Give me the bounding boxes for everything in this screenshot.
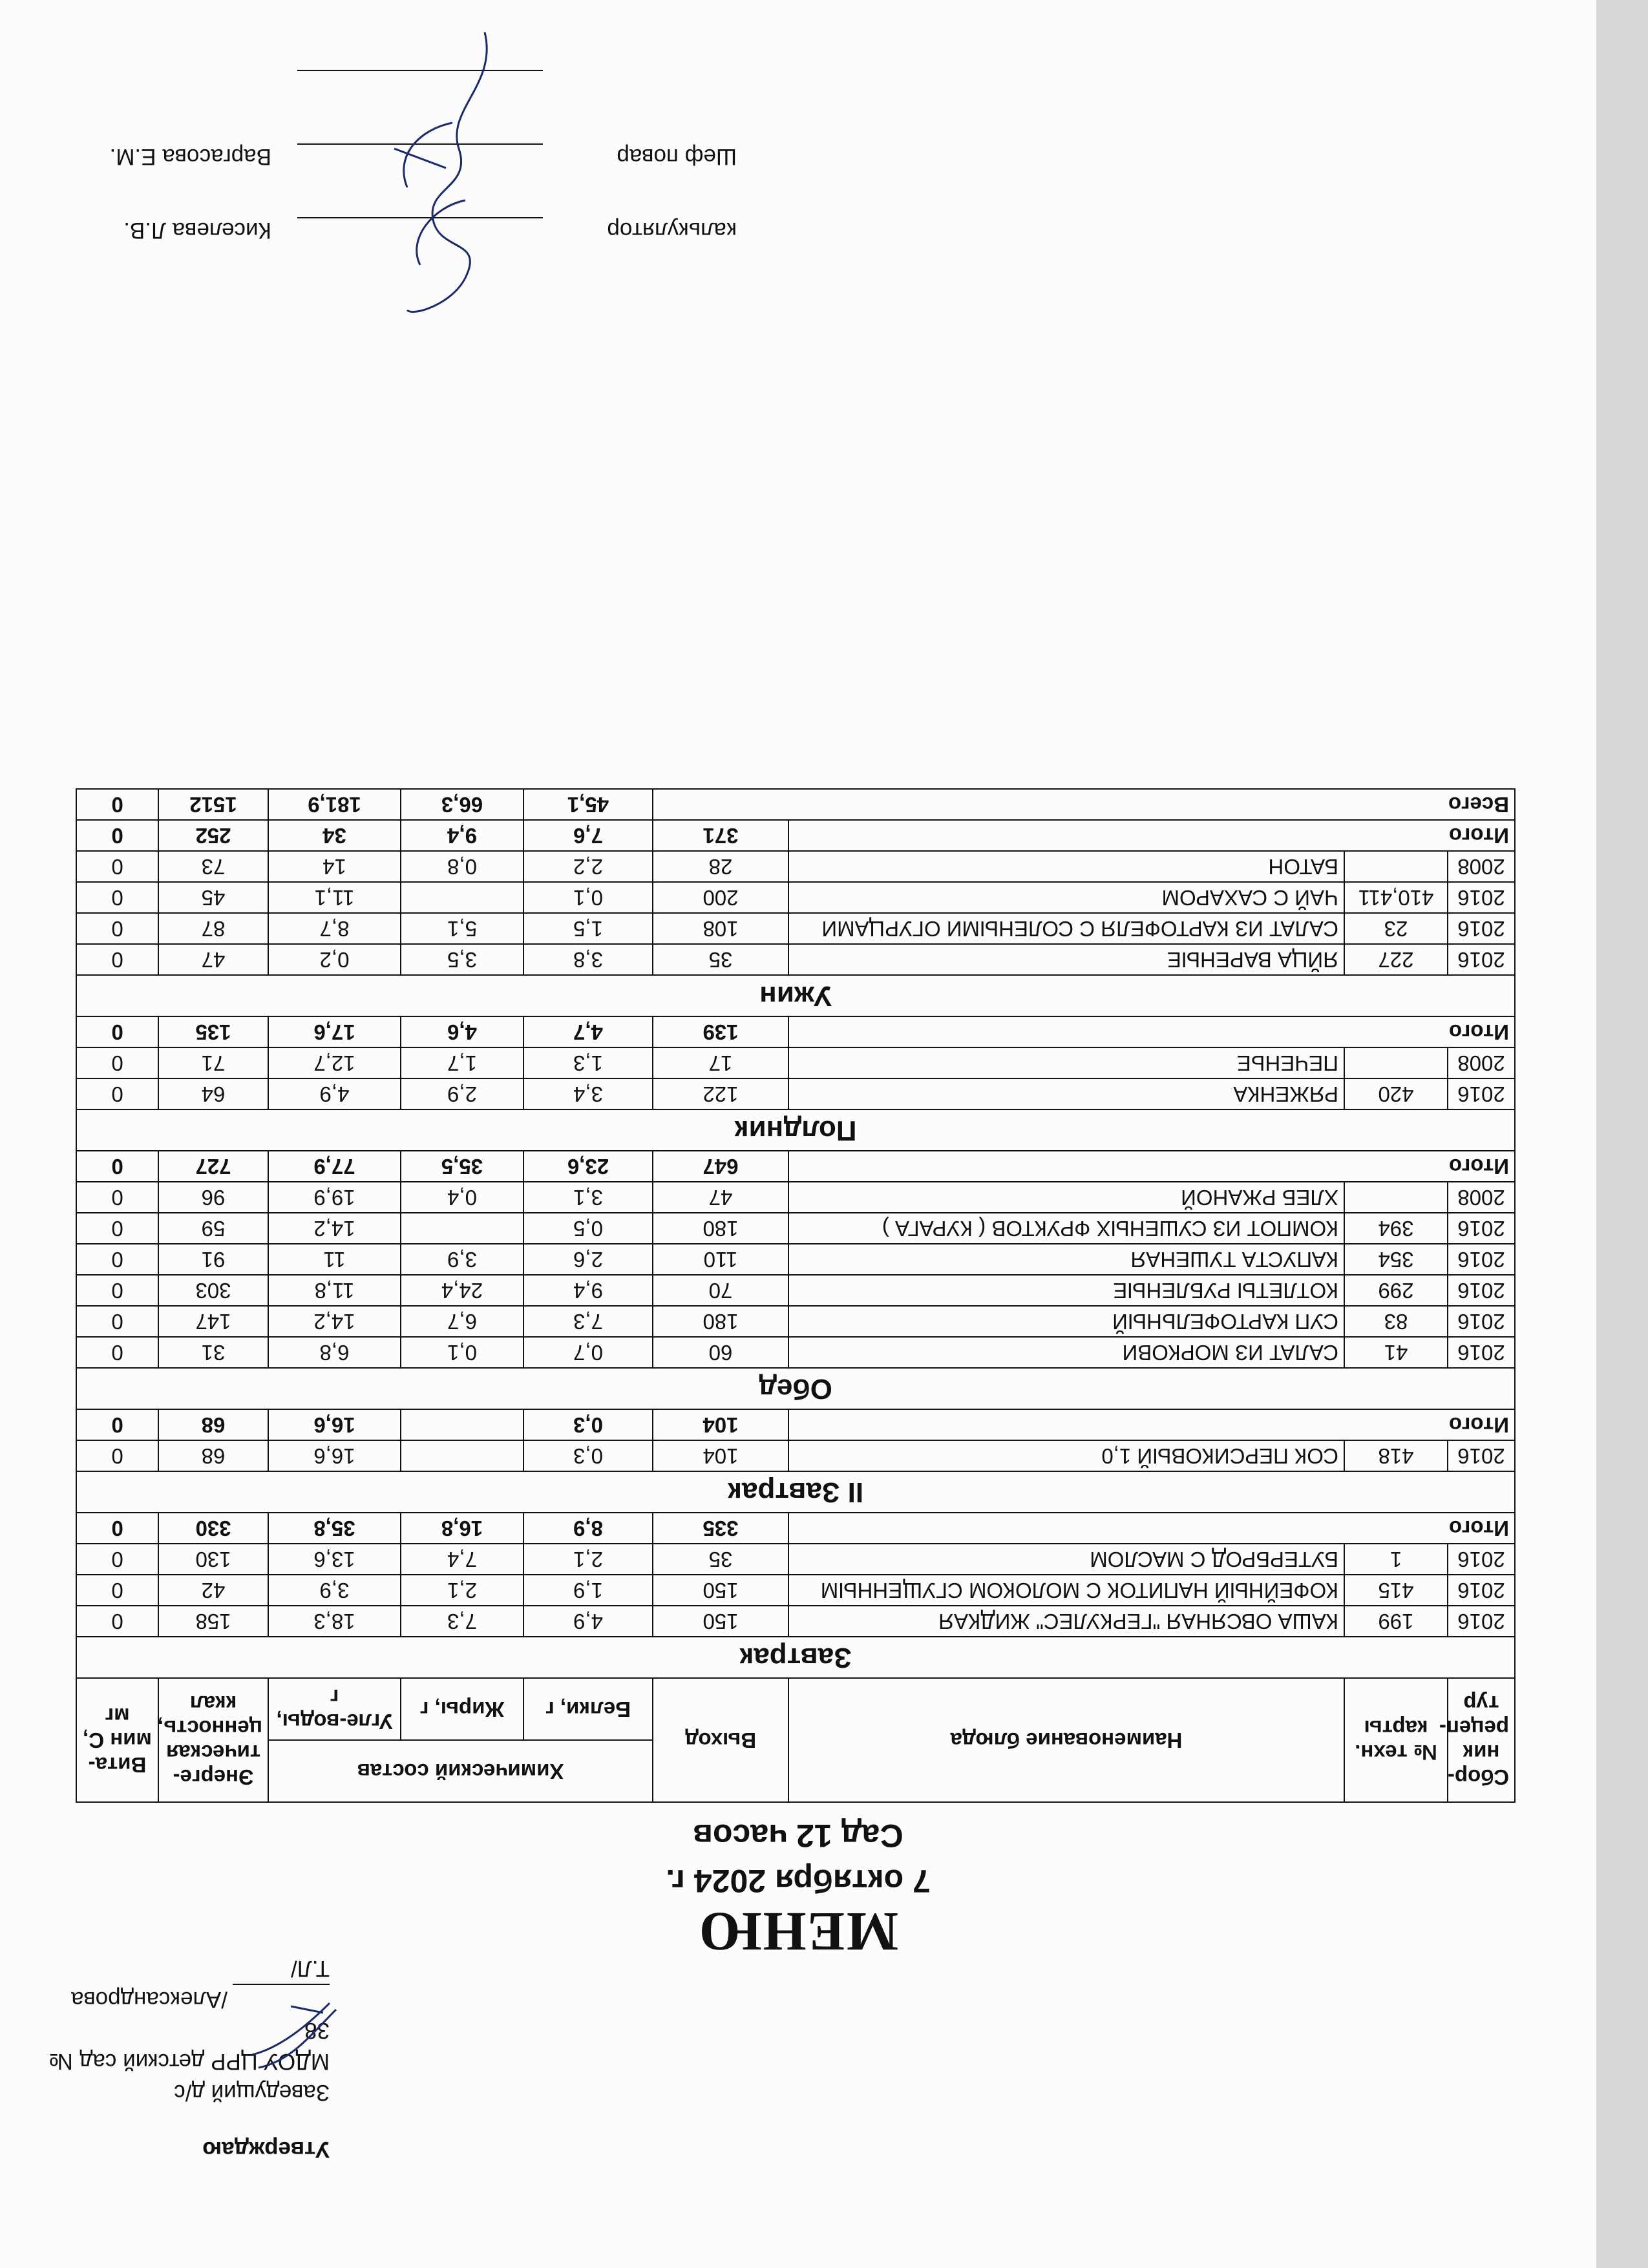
cell-proteins: 3,8 [523,944,653,975]
total-fats: 9,4 [401,820,523,851]
cell-output: 17 [653,1047,788,1078]
cell-energy: 130 [158,1544,268,1575]
section-title: Обед [76,1368,1515,1409]
cell-fats: 3,9 [401,1244,523,1275]
cell-energy: 303 [158,1275,268,1306]
cell-card: 410,411 [1344,882,1448,913]
total-output: 647 [653,1151,788,1182]
cell-card: 394 [1344,1213,1448,1244]
cell-vitamin: 0 [76,1337,158,1368]
cell-carbs: 18,3 [268,1606,401,1637]
cell-output: 150 [653,1575,788,1606]
cell-output: 180 [653,1213,788,1244]
table-row [76,1306,1515,1337]
cell-carbs: 0,2 [268,944,401,975]
total-energy: 135 [158,1016,268,1047]
approval-title: Утверждаю [202,2137,330,2162]
cell-proteins: 0,5 [523,1213,653,1244]
approval-signature-line [233,1984,330,1985]
cell-carbs: 3,9 [268,1575,401,1606]
cell-energy: 47 [158,944,268,975]
cell-fats: 7,4 [401,1544,523,1575]
cell-collection: 2016 [1448,1606,1515,1637]
cell-energy: 45 [158,882,268,913]
total-proteins: 0,3 [523,1409,653,1440]
total-vitamin: 0 [76,1513,158,1544]
signature-name: Киселева Л.В. [123,218,271,243]
cell-card: 420 [1344,1078,1448,1109]
cell-proteins: 2,1 [523,1544,653,1575]
cell-collection: 2016 [1448,1213,1515,1244]
cell-collection: 2008 [1448,1182,1515,1213]
cell-carbs: 4,9 [268,1078,401,1109]
table-row [76,1337,1515,1368]
cell-carbs: 6,8 [268,1337,401,1368]
section-row [76,1368,1515,1409]
section-row [76,1637,1515,1678]
section-title: Полдник [76,1109,1515,1151]
table-row [76,913,1515,944]
total-row [76,1016,1515,1047]
table-header [76,1678,1515,1802]
total-label: Итого [788,820,1515,851]
grand-total-proteins: 45,1 [523,789,653,820]
cell-collection: 2016 [1448,1275,1515,1306]
total-proteins: 8,9 [523,1513,653,1544]
cell-proteins: 0,3 [523,1440,653,1471]
approval-position: Заведущий д/с [174,2080,330,2105]
total-proteins: 4,7 [523,1016,653,1047]
table-row [76,882,1515,913]
total-label: Итого [788,1151,1515,1182]
total-carbs: 16,6 [268,1409,401,1440]
total-label: Итого [788,1016,1515,1047]
cell-output: 70 [653,1275,788,1306]
total-proteins: 23,6 [523,1151,653,1182]
cell-card: 227 [1344,944,1448,975]
cell-carbs: 11,8 [268,1275,401,1306]
cell-dish-name: ПЕЧЕНЬЕ [788,1047,1344,1078]
cell-proteins: 7,3 [523,1306,653,1337]
cell-dish-name: КАПУСТА ТУШЕНАЯ [788,1244,1344,1275]
table-row [76,1440,1515,1471]
cell-output: 108 [653,913,788,944]
cell-dish-name: САЛАТ ИЗ МОРКОВИ [788,1337,1344,1368]
cell-proteins: 0,7 [523,1337,653,1368]
col-chemical: Химический состав [268,1740,653,1802]
cell-vitamin: 0 [76,1440,158,1471]
total-fats: 4,6 [401,1016,523,1047]
total-energy: 330 [158,1513,268,1544]
cell-energy: 73 [158,851,268,882]
cell-fats: 1,7 [401,1047,523,1078]
col-vitamin: Вита-мин С, мг [76,1678,158,1802]
total-vitamin: 0 [76,1151,158,1182]
cell-card: 41 [1344,1337,1448,1368]
col-energy: Энерге-тическая ценность, ккал [158,1678,268,1802]
table-row [76,1275,1515,1306]
cell-fats: 24,4 [401,1275,523,1306]
cell-energy: 64 [158,1078,268,1109]
cell-energy: 147 [158,1306,268,1337]
grand-total-fats: 66,3 [401,789,523,820]
cell-energy: 158 [158,1606,268,1637]
cell-fats: 2,9 [401,1078,523,1109]
cell-output: 35 [653,1544,788,1575]
cell-fats: 2,1 [401,1575,523,1606]
cell-output: 110 [653,1244,788,1275]
cell-collection: 2016 [1448,1440,1515,1471]
cell-card: 415 [1344,1575,1448,1606]
cell-dish-name: ЧАЙ С САХАРОМ [788,882,1344,913]
handwritten-signature [355,19,523,317]
cell-dish-name: КАША ОВСЯНАЯ "ГЕРКУЛЕС" ЖИДКАЯ [788,1606,1344,1637]
table-row [76,1544,1515,1575]
total-fats [401,1409,523,1440]
cell-vitamin: 0 [76,1213,158,1244]
cell-fats: 0,8 [401,851,523,882]
table-row [76,1606,1515,1637]
table-row [76,944,1515,975]
cell-output: 150 [653,1606,788,1637]
cell-vitamin: 0 [76,1244,158,1275]
section-title: Ужин [76,975,1515,1016]
signature-name: Варгасова Е.М. [109,144,271,169]
cell-output: 180 [653,1306,788,1337]
cell-card [1344,851,1448,882]
cell-fats [401,882,523,913]
total-output: 371 [653,820,788,851]
table-body [76,789,1515,1678]
section-title: II Завтрак [76,1471,1515,1513]
col-name: Наименование блюда [788,1678,1344,1802]
cell-collection: 2016 [1448,1544,1515,1575]
grand-total-vitamin: 0 [76,789,158,820]
approval-block [32,1953,330,2165]
total-vitamin: 0 [76,1409,158,1440]
total-carbs: 17,6 [268,1016,401,1047]
cell-dish-name: РЯЖЕНКА [788,1078,1344,1109]
total-output: 335 [653,1513,788,1544]
total-vitamin: 0 [76,820,158,851]
cell-proteins: 1,9 [523,1575,653,1606]
cell-energy: 91 [158,1244,268,1275]
cell-proteins: 4,9 [523,1606,653,1637]
director-signature [246,1997,349,2074]
cell-vitamin: 0 [76,1275,158,1306]
total-carbs: 35,8 [268,1513,401,1544]
cell-carbs: 19,9 [268,1182,401,1213]
cell-collection: 2016 [1448,1244,1515,1275]
cell-proteins: 2,6 [523,1244,653,1275]
cell-dish-name: БАТОН [788,851,1344,882]
cell-dish-name: ЯЙЦА ВАРЕНЫЕ [788,944,1344,975]
cell-dish-name: КОФЕЙНЫЙ НАПИТОК С МОЛОКОМ СГУЩЕННЫМ [788,1575,1344,1606]
table-row [76,851,1515,882]
table-row [76,1575,1515,1606]
total-row [76,1513,1515,1544]
cell-vitamin: 0 [76,944,158,975]
col-collection: Сбор-ник рецеп-тур [1448,1678,1515,1802]
cell-dish-name: СОК ПЕРСИКОВЫЙ 1,0 [788,1440,1344,1471]
cell-card: 1 [1344,1544,1448,1575]
cell-card: 199 [1344,1606,1448,1637]
cell-fats [401,1213,523,1244]
cell-output: 60 [653,1337,788,1368]
cell-card: 83 [1344,1306,1448,1337]
grand-total-label: Всего [653,789,1515,820]
section-row [76,1471,1515,1513]
cell-carbs: 13,6 [268,1544,401,1575]
cell-carbs: 14,2 [268,1306,401,1337]
cell-dish-name: САЛАТ ИЗ КАРТОФЕЛЯ С СОЛЕНЫМИ ОГУРЦАМИ [788,913,1344,944]
cell-fats: 0,1 [401,1337,523,1368]
cell-dish-name: КОТЛЕТЫ РУБЛЕНЫЕ [788,1275,1344,1306]
total-row [76,1409,1515,1440]
cell-card: 354 [1344,1244,1448,1275]
cell-carbs: 8,7 [268,913,401,944]
cell-energy: 87 [158,913,268,944]
cell-collection: 2016 [1448,1306,1515,1337]
col-output: Выход [653,1678,788,1802]
cell-card: 418 [1344,1440,1448,1471]
total-row [76,1151,1515,1182]
cell-dish-name: БУТЕРБРОД С МАСЛОМ [788,1544,1344,1575]
total-label: Итого [788,1513,1515,1544]
col-proteins: Белки, г [523,1678,653,1740]
total-energy: 68 [158,1409,268,1440]
cell-energy: 42 [158,1575,268,1606]
col-card: № техн. карты [1344,1678,1448,1802]
cell-card [1344,1182,1448,1213]
cell-collection: 2008 [1448,851,1515,882]
total-carbs: 34 [268,820,401,851]
cell-proteins: 0,1 [523,882,653,913]
total-energy: 727 [158,1151,268,1182]
cell-carbs: 14 [268,851,401,882]
cell-card: 23 [1344,913,1448,944]
cell-dish-name: ХЛЕБ РЖАНОЙ [788,1182,1344,1213]
cell-output: 35 [653,944,788,975]
total-energy: 252 [158,820,268,851]
cell-output: 28 [653,851,788,882]
cell-proteins: 9,4 [523,1275,653,1306]
cell-vitamin: 0 [76,1306,158,1337]
total-carbs: 77,9 [268,1151,401,1182]
cell-output: 200 [653,882,788,913]
cell-proteins: 1,3 [523,1047,653,1078]
cell-output: 104 [653,1440,788,1471]
cell-fats: 7,3 [401,1606,523,1637]
approval-name: /Александрова Т.Л/ [71,1956,330,2012]
cell-output: 47 [653,1182,788,1213]
cell-collection: 2016 [1448,1337,1515,1368]
cell-proteins: 3,4 [523,1078,653,1109]
cell-collection: 2016 [1448,882,1515,913]
cell-carbs: 12,7 [268,1047,401,1078]
total-output: 139 [653,1016,788,1047]
signature-role: Шеф повар [617,144,737,169]
cell-collection: 2016 [1448,944,1515,975]
table-row [76,1047,1515,1078]
cell-fats: 6,7 [401,1306,523,1337]
cell-vitamin: 0 [76,1575,158,1606]
cell-collection: 2016 [1448,1078,1515,1109]
cell-vitamin: 0 [76,882,158,913]
col-carbs: Угле-воды, г [268,1678,401,1740]
cell-output: 122 [653,1078,788,1109]
cell-collection: 2016 [1448,1575,1515,1606]
cell-energy: 31 [158,1337,268,1368]
signature-role: калькулятор [607,218,737,243]
cell-energy: 68 [158,1440,268,1471]
cell-vitamin: 0 [76,913,158,944]
grand-total-row [76,789,1515,820]
cell-fats: 3,5 [401,944,523,975]
cell-proteins: 2,2 [523,851,653,882]
cell-vitamin: 0 [76,1078,158,1109]
cell-dish-name: КОМПОТ ИЗ СУШЕНЫХ ФРУКТОВ ( КУРАГА ) [788,1213,1344,1244]
total-vitamin: 0 [76,1016,158,1047]
cell-vitamin: 0 [76,1182,158,1213]
col-fats: Жиры, г [401,1678,523,1740]
menu-table [76,788,1516,1803]
total-fats: 35,5 [401,1151,523,1182]
signature-block [90,37,737,258]
menu-date: 7 октября 2024 г. [666,1863,931,1899]
cell-energy: 96 [158,1182,268,1213]
total-proteins: 7,6 [523,820,653,851]
total-label: Итого [788,1409,1515,1440]
total-row [76,820,1515,851]
total-output: 104 [653,1409,788,1440]
cell-fats: 5,1 [401,913,523,944]
cell-energy: 59 [158,1213,268,1244]
table-row [76,1182,1515,1213]
cell-energy: 71 [158,1047,268,1078]
total-fats: 16,8 [401,1513,523,1544]
cell-card: 299 [1344,1275,1448,1306]
cell-carbs: 14,2 [268,1213,401,1244]
grand-total-energy: 1512 [158,789,268,820]
section-row [76,1109,1515,1151]
table-row [76,1078,1515,1109]
cell-carbs: 11 [268,1244,401,1275]
cell-carbs: 11,1 [268,882,401,913]
menu-group: Сад 12 часов [693,1818,903,1854]
table-row [76,1244,1515,1275]
cell-proteins: 3,1 [523,1182,653,1213]
cell-proteins: 1,5 [523,913,653,944]
cell-collection: 2016 [1448,913,1515,944]
cell-carbs: 16,6 [268,1440,401,1471]
menu-title: МЕНЮ [697,1901,899,1963]
cell-fats [401,1440,523,1471]
cell-collection: 2008 [1448,1047,1515,1078]
approval-organization: МДОУ ЦРР детский сад № 38 [48,2018,330,2074]
cell-vitamin: 0 [76,1544,158,1575]
section-row [76,975,1515,1016]
section-title: Завтрак [76,1637,1515,1678]
cell-dish-name: СУП КАРТОФЕЛЬНЫЙ [788,1306,1344,1337]
cell-vitamin: 0 [76,1606,158,1637]
cell-vitamin: 0 [76,1047,158,1078]
grand-total-carbs: 181,9 [268,789,401,820]
cell-card [1344,1047,1448,1078]
cell-vitamin: 0 [76,851,158,882]
cell-fats: 0,4 [401,1182,523,1213]
table-row [76,1213,1515,1244]
